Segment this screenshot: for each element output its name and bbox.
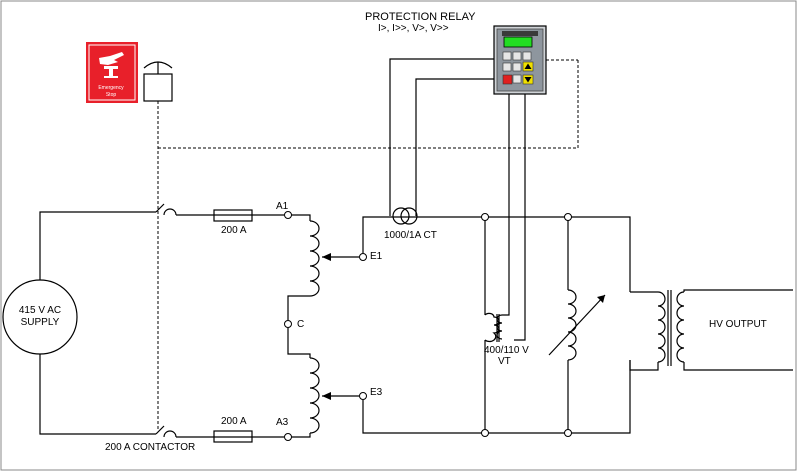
vt-ratio-label: 400/110 V (484, 345, 529, 356)
supply-voltage-label: 415 V AC (18, 305, 62, 316)
node-reactor-top (565, 214, 572, 221)
current-transformer (393, 208, 417, 224)
terminal-e3-label: E3 (370, 387, 383, 398)
protection-relay-unit (494, 26, 546, 94)
terminal-c (285, 321, 292, 328)
terminal-e1 (360, 254, 367, 261)
fuse-bottom (214, 431, 252, 442)
node-vt-bottom (482, 430, 489, 437)
terminal-a1-label: A1 (276, 201, 289, 212)
contactor (156, 204, 214, 437)
emergency-stop-sign (86, 42, 138, 103)
terminal-a3-label: A3 (276, 417, 289, 428)
supply-name-label: SUPPLY (20, 317, 60, 328)
terminal-a3 (285, 434, 292, 441)
svg-text:Stop: Stop (105, 92, 117, 98)
relay-red-key (503, 75, 512, 84)
node-reactor-bottom (565, 430, 572, 437)
fuse-bottom-label: 200 A (221, 416, 247, 427)
autotransformer-lower-winding (288, 328, 319, 437)
terminal-a1 (285, 212, 292, 219)
terminal-c-label: C (297, 319, 305, 330)
hv-output-label: HV OUTPUT (709, 319, 767, 330)
fuse-top (214, 210, 252, 221)
relay-functions: I>, I>>, V>, V>> (378, 23, 449, 34)
relay-display (504, 37, 532, 47)
autotransformer-upper-winding (288, 215, 319, 320)
voltage-transformer (485, 217, 502, 433)
terminal-e3 (360, 393, 367, 400)
fuse-top-label: 200 A (221, 225, 247, 236)
control-dashed-lines (158, 60, 578, 430)
ct-label: 1000/1A CT (384, 230, 437, 241)
tap-arrow-e1 (322, 253, 331, 261)
contactor-label: 200 A CONTACTOR (105, 442, 196, 453)
terminal-e1-label: E1 (370, 251, 383, 262)
vt-name-label: VT (498, 356, 511, 367)
relay-wiring (390, 59, 525, 340)
node-vt-top (482, 214, 489, 221)
emergency-stop-button (144, 62, 172, 101)
relay-title: PROTECTION RELAY (365, 11, 476, 23)
variable-reactor (549, 217, 605, 433)
hv-transformer (630, 290, 793, 370)
svg-text:Emergency: Emergency (98, 85, 124, 91)
tap-arrow-e3 (322, 392, 331, 400)
